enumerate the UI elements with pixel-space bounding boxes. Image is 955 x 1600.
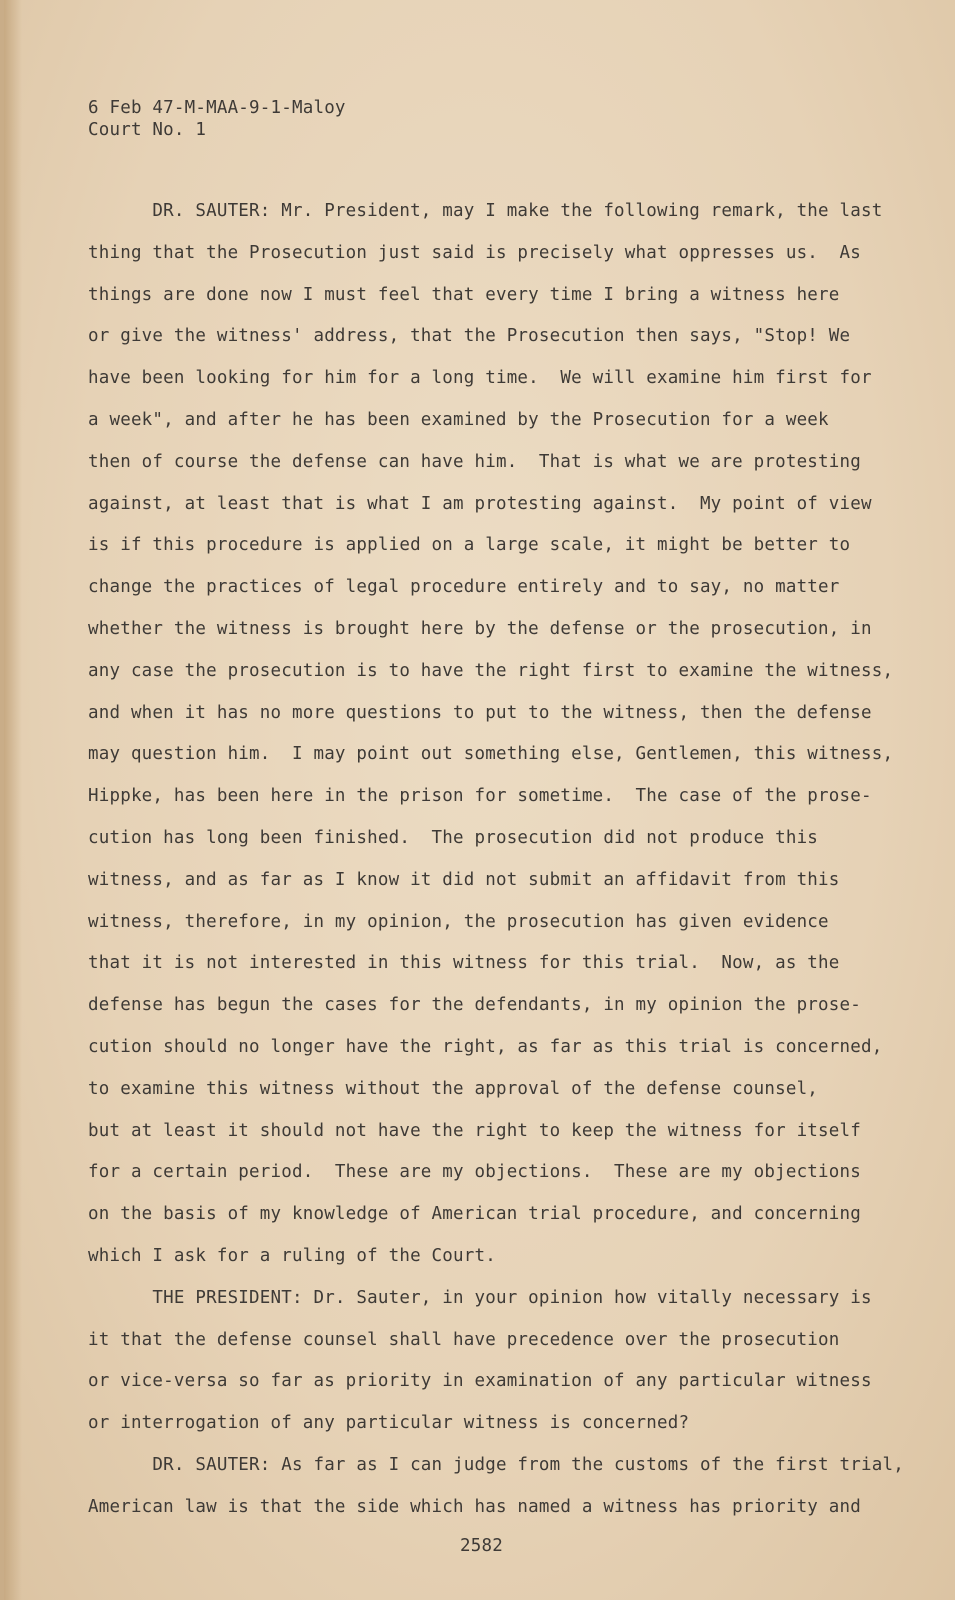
transcript-line: defense has begun the cases for the defendants, in my opinion the prose- [88,995,861,1016]
transcript-line: American law is that the side which has named a witness has priority and [88,1496,861,1517]
transcript-line: cution has long been finished. The prosecution did not produce this [88,827,819,848]
transcript-line: may question him. I may point out something else, Gentlemen, this witness, [88,744,894,765]
transcript-line: things are done now I must feel that every time I bring a witness here [88,284,840,305]
transcript-line: and when it has no more questions to put to the witness, then the defense [88,702,872,723]
transcript-line: which I ask for a ruling of the Court. [88,1245,496,1266]
binding-edge [4,0,22,1600]
page-number: 2582 [460,1536,503,1556]
transcript-line: Hippke, has been here in the prison for sometime. The case of the prose- [88,786,872,807]
document-header [88,97,346,141]
transcript-line: for a certain period. These are my objections. These are my objections [88,1162,861,1183]
transcript-line: it that the defense counsel shall have precedence over the prosecution [88,1329,840,1350]
transcript-line: is if this procedure is applied on a large scale, it might be better to [88,535,851,556]
transcript-line: whether the witness is brought here by the defense or the prosecution, in [88,618,872,639]
transcript-line: or give the witness' address, that the Prosecution then says, "Stop! We [88,326,851,347]
transcript-line: cution should no longer have the right, as far as this trial is concerned, [88,1036,883,1057]
transcript-line: or vice-versa so far as priority in examination of any particular witness [88,1371,872,1392]
transcript-line: that it is not interested in this witness for this trial. Now, as the [88,953,840,974]
transcript-line: against, at least that is what I am protesting against. My point of view [88,493,872,514]
transcript-line: or interrogation of any particular witness is concerned? [88,1413,690,1434]
transcript-line: DR. SAUTER: As far as I can judge from the customs of the first trial, [88,1454,904,1475]
transcript-line: on the basis of my knowledge of American trial procedure, and concerning [88,1204,861,1225]
transcript-body [88,199,904,1537]
transcript-line: to examine this witness without the approval of the defense counsel, [88,1078,819,1099]
header-court-number: Court No. 1 [88,120,207,140]
transcript-line: thing that the Prosecution just said is precisely what oppresses us. As [88,242,861,263]
transcript-line: any case the prosecution is to have the right first to examine the witness, [88,660,894,681]
transcript-line: then of course the defense can have him. That is what we are protesting [88,451,861,472]
transcript-line: witness, and as far as I know it did not submit an affidavit from this [88,869,840,890]
transcript-line: witness, therefore, in my opinion, the prosecution has given evidence [88,911,829,932]
transcript-line: change the practices of legal procedure entirely and to say, no matter [88,577,840,598]
transcript-line: but at least it should not have the right to keep the witness for itself [88,1120,861,1141]
transcript-line: have been looking for him for a long time. We will examine him first for [88,368,872,389]
header-date-code: 6 Feb 47-M-MAA-9-1-Maloy [88,98,346,118]
transcript-line: THE PRESIDENT: Dr. Sauter, in your opinion how vitally necessary is [88,1287,872,1308]
transcript-line: DR. SAUTER: Mr. President, may I make the following remark, the last [88,201,883,221]
transcript-line: a week", and after he has been examined by the Prosecution for a week [88,409,829,430]
